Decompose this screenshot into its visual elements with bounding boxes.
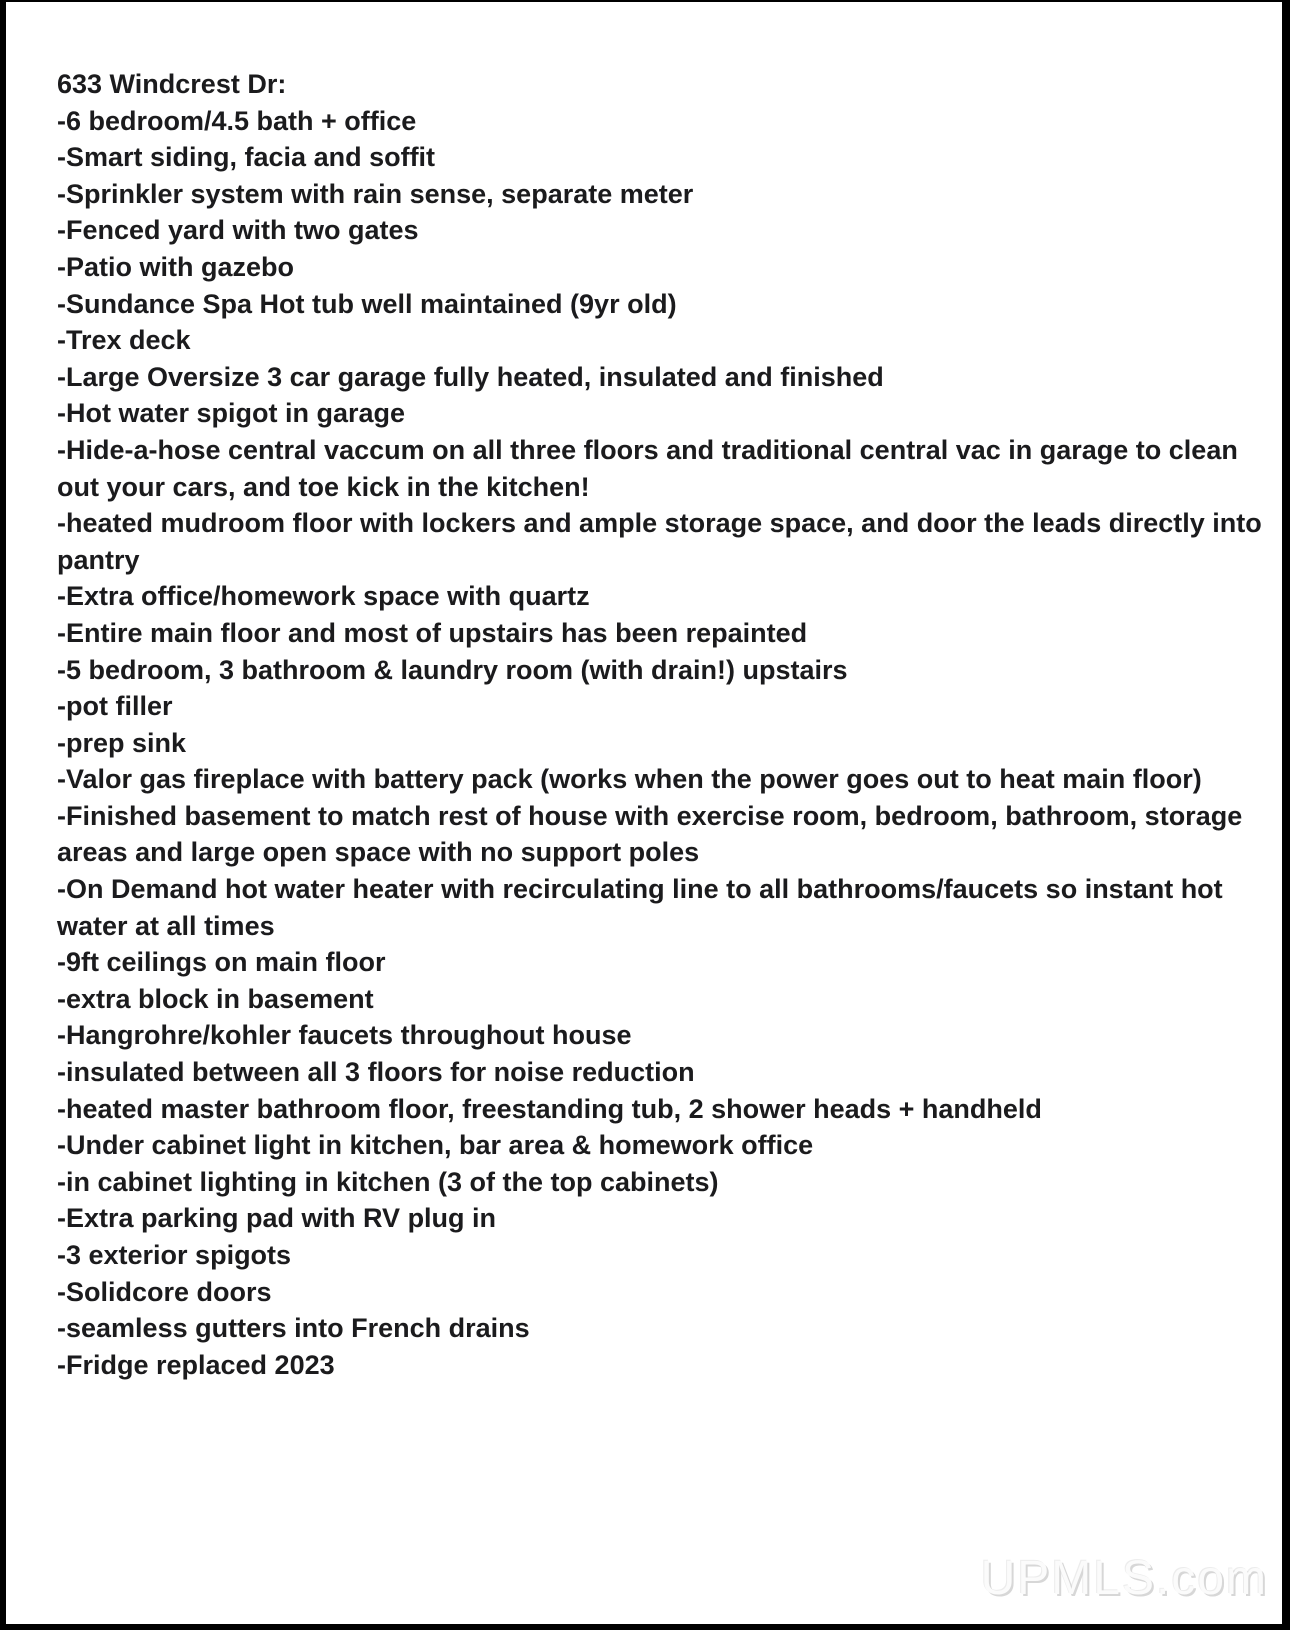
feature-line: -Under cabinet light in kitchen, bar area & homework office — [57, 1130, 814, 1161]
feature-line: -Fridge replaced 2023 — [57, 1349, 335, 1380]
feature-line: -heated master bathroom floor, freestanding tub, 2 shower heads + handheld — [57, 1093, 1042, 1124]
feature-line: -prep sink — [57, 727, 187, 758]
feature-line: -heated mudroom floor with lockers and ample storage space, and door the leads directly into — [57, 508, 1262, 539]
feature-line: water at all times — [57, 910, 275, 941]
feature-line: -3 exterior spigots — [57, 1240, 292, 1270]
page-title: 633 Windcrest Dr: — [57, 69, 287, 99]
document-page — [6, 2, 1282, 1624]
feature-line: -Entire main floor and most of upstairs has been repainted — [57, 617, 808, 648]
feature-line: -Patio with gazebo — [57, 251, 295, 282]
feature-line: -Extra office/homework space with quartz — [57, 581, 590, 612]
feature-line: -extra block in basement — [57, 983, 374, 1014]
feature-line: -Hide-a-hose central vaccum on all three floors and traditional central vac in garage to clean — [57, 434, 1238, 465]
feature-line: -seamless gutters into French drains — [57, 1313, 530, 1344]
feature-list — [57, 66, 1272, 1383]
feature-line: -Extra parking pad with RV plug in — [57, 1203, 497, 1234]
feature-line: -Fenced yard with two gates — [57, 215, 419, 246]
feature-line: -Trex deck — [57, 325, 191, 356]
feature-line: -5 bedroom, 3 bathroom & laundry room (with drain!) upstairs — [57, 654, 848, 685]
feature-line: pantry — [57, 544, 140, 575]
feature-line: -Sundance Spa Hot tub well maintained (9yr old) — [57, 288, 677, 319]
feature-line: areas and large open space with no support poles — [57, 837, 700, 868]
feature-line: -Sprinkler system with rain sense, separate meter — [57, 178, 694, 209]
feature-line: -Hot water spigot in garage — [57, 398, 406, 429]
feature-line: -9ft ceilings on main floor — [57, 947, 386, 978]
feature-line: -Solidcore doors — [57, 1276, 272, 1307]
feature-line: -Valor gas fireplace with battery pack (works when the power goes out to heat main floor) — [57, 764, 1202, 795]
feature-line: -Smart siding, facia and soffit — [57, 142, 436, 173]
feature-line: -Large Oversize 3 car garage fully heated, insulated and finished — [57, 361, 884, 392]
feature-line: -6 bedroom/4.5 bath + office — [57, 105, 417, 136]
feature-line: -insulated between all 3 floors for noise reduction — [57, 1057, 695, 1088]
feature-line: out your cars, and toe kick in the kitchen! — [57, 471, 590, 502]
feature-line: -Hangrohre/kohler faucets throughout house — [57, 1020, 632, 1051]
feature-line: -pot filler — [57, 691, 173, 722]
feature-line: -Finished basement to match rest of house with exercise room, bedroom, bathroom, storage — [57, 800, 1243, 831]
feature-line: -in cabinet lighting in kitchen (3 of the top cabinets) — [57, 1166, 719, 1197]
feature-line: -On Demand hot water heater with recirculating line to all bathrooms/faucets so instant hot — [57, 874, 1223, 905]
watermark: UPMLS.com — [980, 1552, 1268, 1605]
